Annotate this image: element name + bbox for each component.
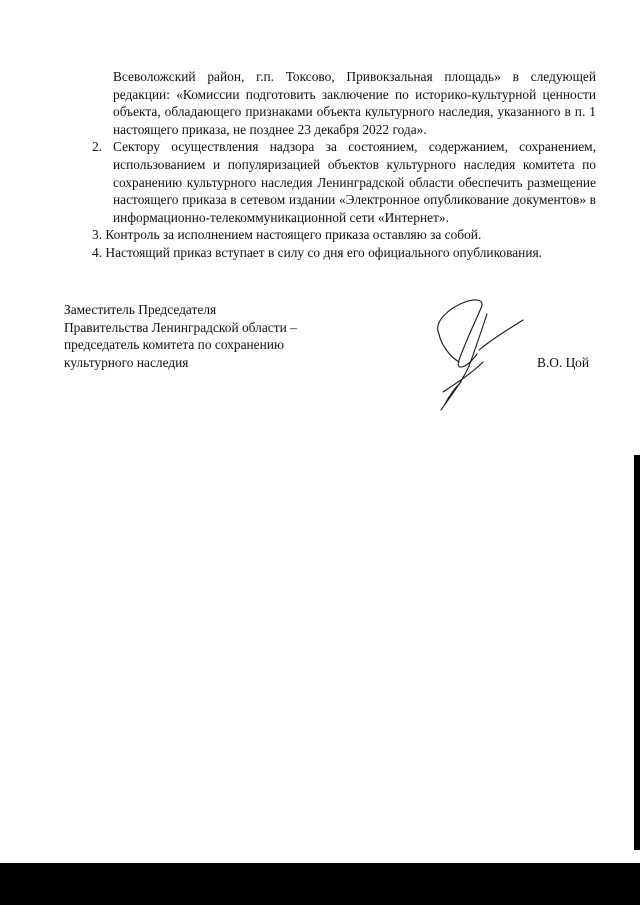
item-text: Контроль за исполнением настоящего приказа оставляю за собой. xyxy=(105,227,482,243)
item-number: 3. xyxy=(92,227,103,243)
position-line: председатель комитета по сохранению xyxy=(64,337,284,353)
list-item-2 xyxy=(82,138,596,226)
list-item-4 xyxy=(82,244,596,262)
item-number: 2. xyxy=(92,139,103,155)
scan-edge-right xyxy=(634,455,640,850)
signatory-position xyxy=(64,301,324,371)
item-text: Сектору осуществления надзора за состоянием, содержанием, сохранением, использованием и популяризацией объектов культурного наследия комитета по сохранению культурного наследия Ленинградской области обеспечить размещение настоящего приказа в сетевом издании «Электронное опубликование документов» в информационно-телекоммуникационной сети «Интернет». xyxy=(113,139,596,225)
list-item-3 xyxy=(82,226,596,244)
scan-edge-bottom xyxy=(0,863,640,905)
position-line: Заместитель Председателя xyxy=(64,302,217,317)
paragraph-continuation: Всеволожский район, г.п. Токсово, Привокзальная площадь» в следующей редакции: «Комиссии подготовить заключение по историко-культурной ценности объекта, обладающего признаками объекта культурного наследия, указанного в п. 1 настоящего приказа, не позднее 23 декабря 2022 года». xyxy=(113,69,596,137)
position-line: культурного наследия xyxy=(64,354,189,370)
item-number: 4. xyxy=(92,244,103,260)
document-body xyxy=(82,68,596,262)
signatory-name: В.О. Цой xyxy=(537,355,589,370)
handwritten-signature xyxy=(415,292,530,417)
item-text: Настоящий приказ вступает в силу со дня его официального опубликования. xyxy=(105,244,543,260)
position-line: Правительства Ленинградской области – xyxy=(64,319,297,335)
